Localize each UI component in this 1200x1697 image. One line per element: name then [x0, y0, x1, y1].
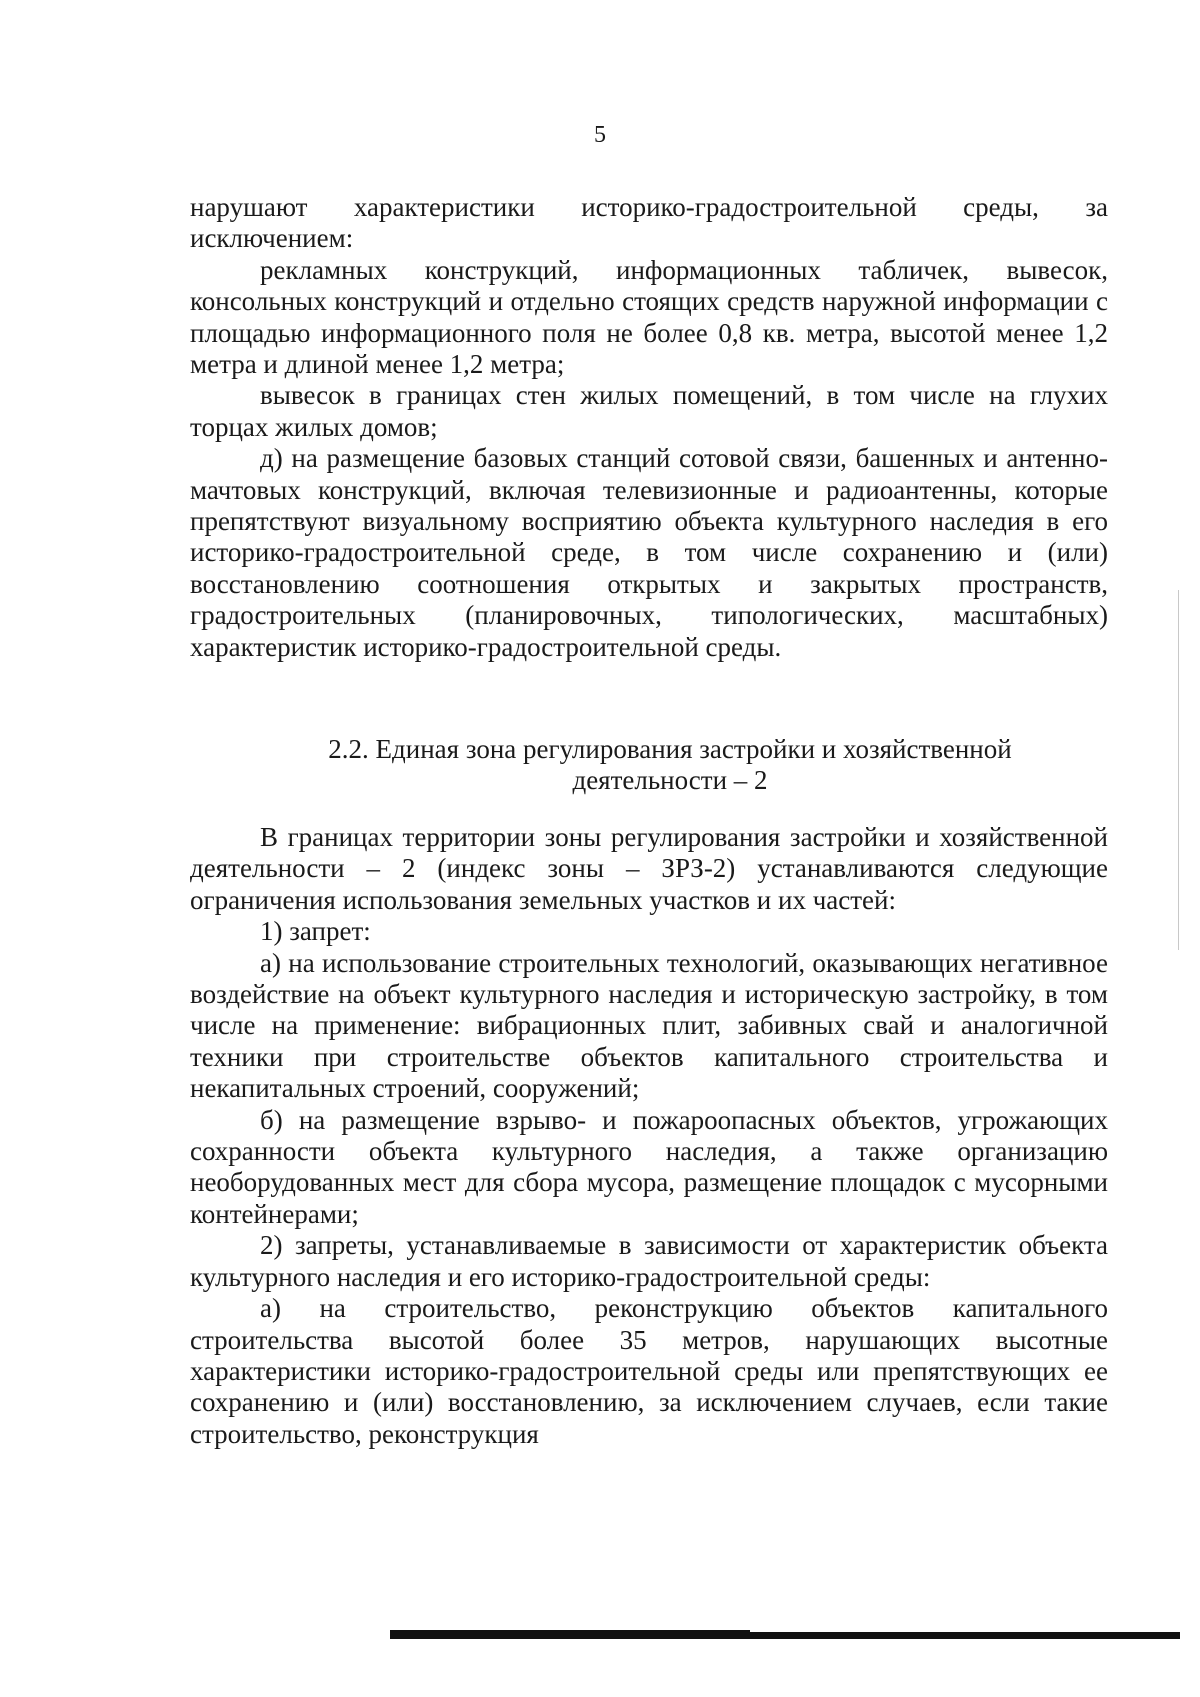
section-heading — [270, 734, 1070, 797]
scan-edge-mark — [1178, 590, 1179, 950]
page-number: 5 — [594, 122, 606, 148]
section-heading-line: деятельности – 2 — [572, 765, 768, 796]
paragraph: рекламных конструкций, информационных табличек, вывесок, консольных конструкций и отдельно стоящих средств наружной информации с площадью информационного поля не более 0,8 кв. метра, высотой менее 1,2 метра и длиной менее 1,2 метра; — [190, 254, 1108, 380]
paragraph: нарушают характеристики историко-градостроительной среды, за исключением: — [190, 192, 1108, 254]
paragraph: В границах территории зоны регулирования застройки и хозяйственной деятельности – 2 (индекс зоны – ЗРЗ-2) устанавливаются следующие ограничения использования земельных участков и их частей: — [190, 822, 1108, 915]
paragraph: б) на размещение взрыво- и пожароопасных объектов, угрожающих сохранности объекта культурного наследия, а также организацию необорудованных мест для сбора мусора, размещение площадок с мусорными контейнерами; — [190, 1104, 1108, 1229]
section-heading-line: 2.2. Единая зона регулирования застройки и хозяйственной — [328, 734, 1012, 764]
paragraph: д) на размещение базовых станций сотовой связи, башенных и антенно-мачтовых конструкций, включая телевизионные и радиоантенны, которые препятствуют визуальному восприятию объекта культурного наследия в его историко-градостроительной среде, в том числе сохранению и (или) восстановлению соотношения открытых и закрытых пространств, градостроительных (планировочных, типологических, масштабных) характеристик историко-градостроительной среды. — [190, 443, 1108, 662]
bottom-rule — [390, 1632, 1180, 1639]
paragraph: вывесок в границах стен жилых помещений, в том числе на глухих торцах жилых домов; — [190, 380, 1108, 442]
paragraph: а) на строительство, реконструкцию объектов капитального строительства высотой более 35 метров, нарушающих высотные характеристики историко-градостроительной среды или препятствующих ее сохранению и (или) восстановлению, за исключением случаев, если такие строительство, реконструкция — [190, 1293, 1108, 1449]
top-text-block — [190, 192, 1108, 663]
bottom-text-block — [190, 822, 1108, 1450]
paragraph: а) на использование строительных технологий, оказывающих негативное воздействие на объект культурного наследия и историческую застройку, в том числе на применение: вибрационных плит, забивных свай и аналогичной техники при строительстве объектов капитального строительства и некапитальных строений, сооружений; — [190, 947, 1108, 1104]
paragraph: 1) запрет: — [260, 916, 371, 947]
paragraph: 2) запреты, устанавливаемые в зависимости от характеристик объекта культурного наследия и его историко-градостроительной среды: — [190, 1230, 1108, 1292]
